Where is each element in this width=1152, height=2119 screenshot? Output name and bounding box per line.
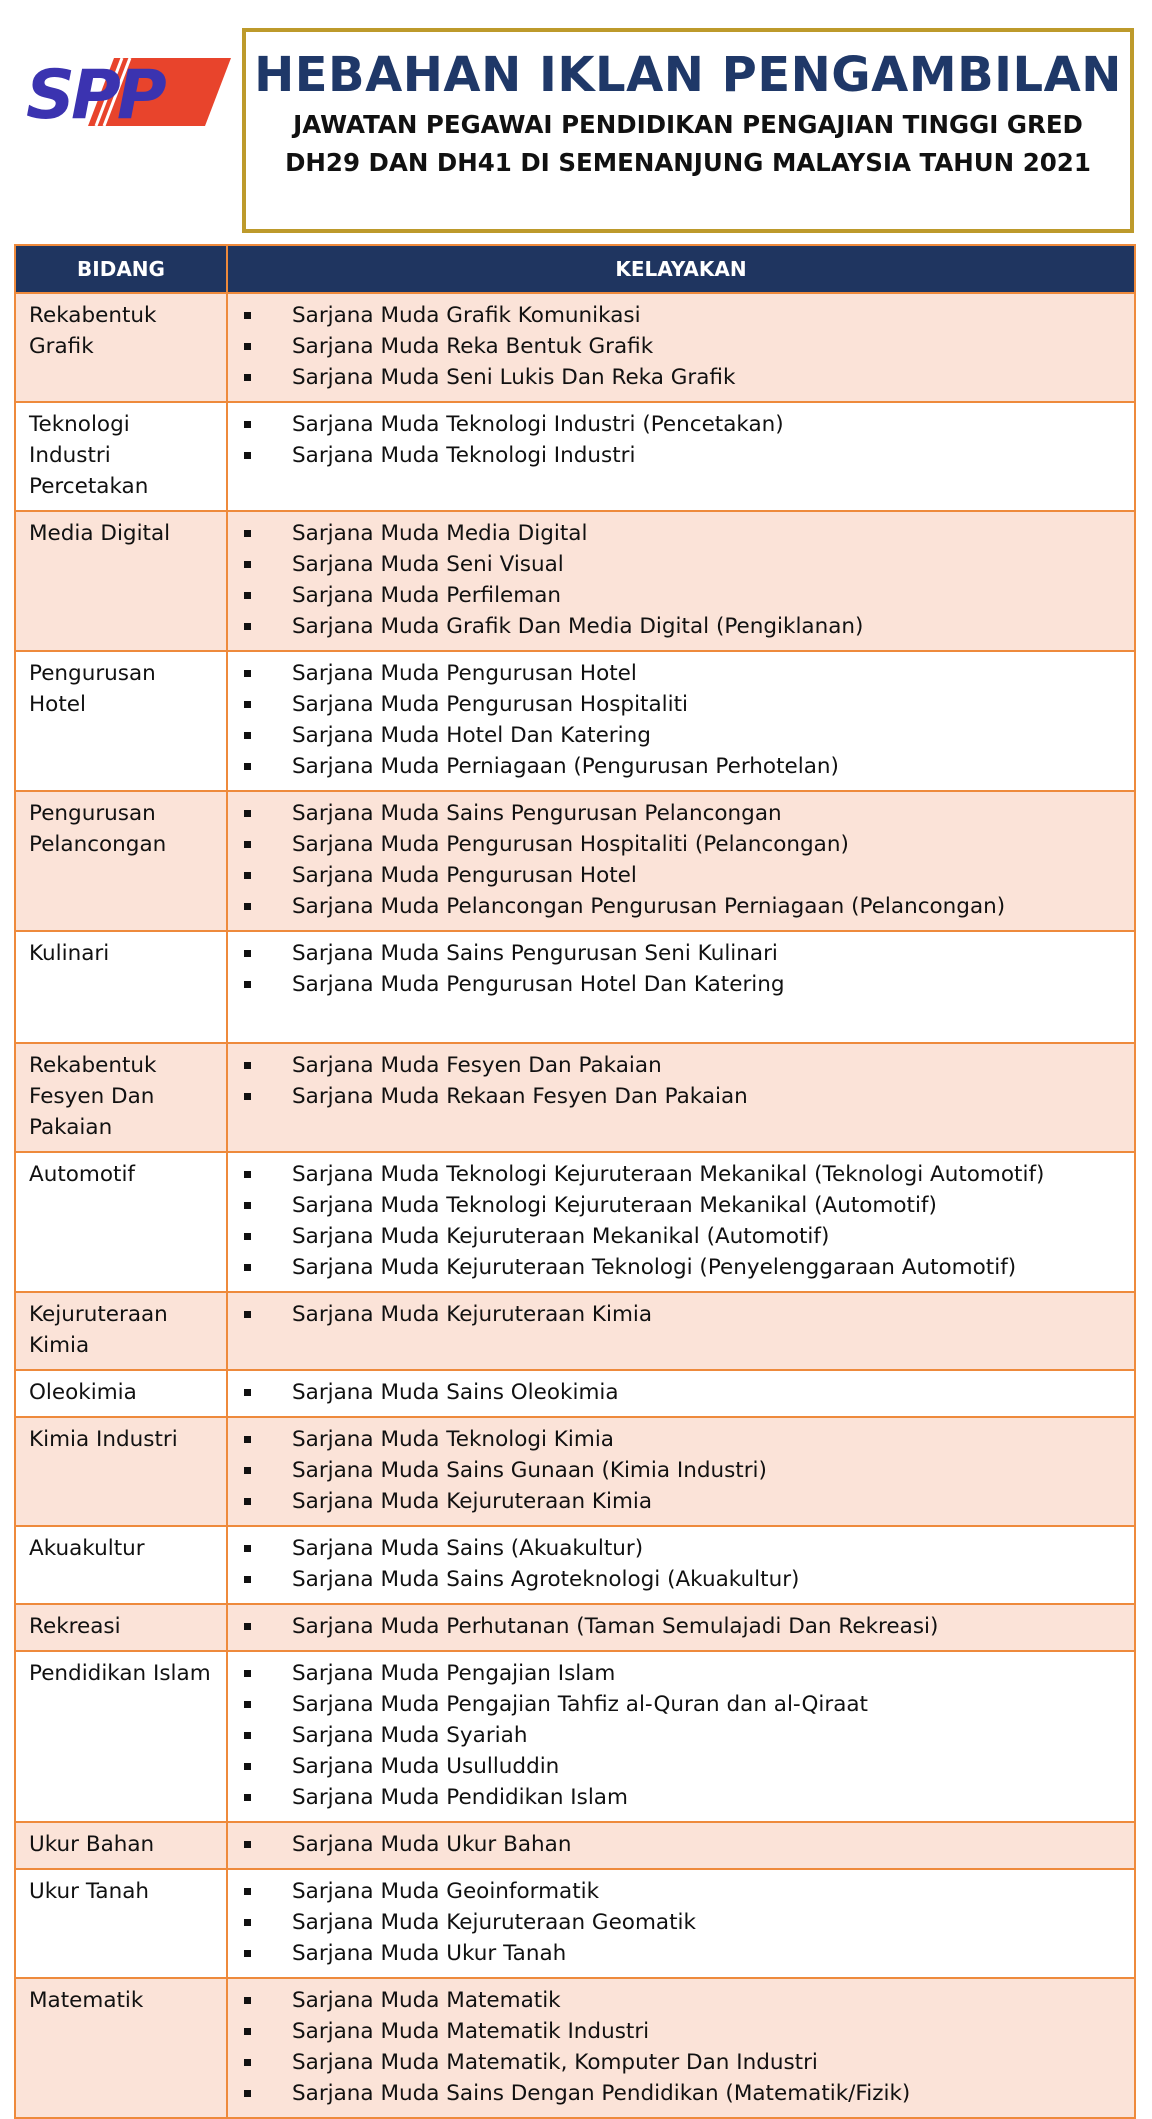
kelayakan-list (241, 1876, 1122, 1969)
bidang-cell: Rekabentuk Grafik (15, 293, 227, 402)
list-item: Sarjana Muda Kejuruteraan Kimia (241, 1486, 1122, 1517)
kelayakan-cell (227, 402, 1135, 511)
spp-logo (26, 56, 231, 128)
qualification-table (14, 244, 1136, 2119)
kelayakan-cell (227, 1152, 1135, 1292)
list-item: Sarjana Muda Syariah (241, 1720, 1122, 1751)
column-header-kelayakan: KELAYAKAN (227, 245, 1135, 293)
list-item: Sarjana Muda Sains Pengurusan Pelancongan (241, 798, 1122, 829)
kelayakan-cell (227, 931, 1135, 1043)
bidang-cell: Kimia Industri (15, 1417, 227, 1526)
page-subtitle: JAWATAN PEGAWAI PENDIDIKAN PENGAJIAN TINGGI GRED DH29 DAN DH41 DI SEMENANJUNG MALAYSIA TAHUN 2021 (285, 110, 1091, 177)
table-row (15, 1869, 1135, 1978)
list-item: Sarjana Muda Grafik Dan Media Digital (Pengiklanan) (241, 611, 1122, 642)
list-item: Sarjana Muda Grafik Komunikasi (241, 300, 1122, 331)
kelayakan-list (241, 1050, 1122, 1112)
kelayakan-cell (227, 1370, 1135, 1417)
list-item: Sarjana Muda Perhutanan (Taman Semulajadi Dan Rekreasi) (241, 1611, 1122, 1642)
list-item: Sarjana Muda Ukur Tanah (241, 1938, 1122, 1969)
kelayakan-cell (227, 1651, 1135, 1822)
title-box (242, 28, 1134, 233)
list-item: Sarjana Muda Pendidikan Islam (241, 1782, 1122, 1813)
kelayakan-list (241, 1424, 1122, 1517)
list-item: Sarjana Muda Matematik, Komputer Dan Industri (241, 2047, 1122, 2078)
table-row (15, 1152, 1135, 1292)
bidang-cell: Akuakultur (15, 1526, 227, 1604)
table-row (15, 931, 1135, 1043)
list-item: Sarjana Muda Media Digital (241, 518, 1122, 549)
list-item: Sarjana Muda Seni Visual (241, 549, 1122, 580)
list-item: Sarjana Muda Teknologi Kejuruteraan Mekanikal (Automotif) (241, 1190, 1122, 1221)
bidang-cell: Matematik (15, 1978, 227, 2118)
table-row (15, 1370, 1135, 1417)
list-item: Sarjana Muda Pelancongan Pengurusan Perniagaan (Pelancongan) (241, 891, 1122, 922)
bidang-cell: Oleokimia (15, 1370, 227, 1417)
kelayakan-list (241, 409, 1122, 471)
bidang-cell: Rekreasi (15, 1604, 227, 1651)
bidang-cell: Media Digital (15, 511, 227, 651)
list-item: Sarjana Muda Pengurusan Hospitaliti (Pelancongan) (241, 829, 1122, 860)
bidang-cell: Automotif (15, 1152, 227, 1292)
bidang-cell: Teknologi Industri Percetakan (15, 402, 227, 511)
list-item: Sarjana Muda Fesyen Dan Pakaian (241, 1050, 1122, 1081)
list-item: Sarjana Muda Sains Agroteknologi (Akuakultur) (241, 1564, 1122, 1595)
table-row (15, 1822, 1135, 1869)
kelayakan-cell (227, 293, 1135, 402)
kelayakan-cell (227, 651, 1135, 791)
list-item: Sarjana Muda Kejuruteraan Geomatik (241, 1907, 1122, 1938)
kelayakan-cell (227, 511, 1135, 651)
kelayakan-list (241, 798, 1122, 922)
table-row (15, 1651, 1135, 1822)
list-item: Sarjana Muda Ukur Bahan (241, 1829, 1122, 1860)
list-item: Sarjana Muda Perfileman (241, 580, 1122, 611)
kelayakan-cell (227, 1822, 1135, 1869)
kelayakan-list (241, 1299, 1122, 1330)
kelayakan-cell (227, 1417, 1135, 1526)
list-item: Sarjana Muda Teknologi Industri (Pencetakan) (241, 409, 1122, 440)
kelayakan-list (241, 518, 1122, 642)
table-row (15, 511, 1135, 651)
list-item: Sarjana Muda Sains Dengan Pendidikan (Matematik/Fizik) (241, 2078, 1122, 2109)
bidang-cell: Pengurusan Pelancongan (15, 791, 227, 931)
kelayakan-cell (227, 1978, 1135, 2118)
table-row (15, 1292, 1135, 1370)
kelayakan-list (241, 658, 1122, 782)
kelayakan-list (241, 1658, 1122, 1813)
table-body (15, 293, 1135, 2118)
kelayakan-cell (227, 1043, 1135, 1152)
list-item: Sarjana Muda Sains (Akuakultur) (241, 1533, 1122, 1564)
bidang-cell: Pengurusan Hotel (15, 651, 227, 791)
list-item: Sarjana Muda Reka Bentuk Grafik (241, 331, 1122, 362)
table-row (15, 1604, 1135, 1651)
list-item: Sarjana Muda Pengurusan Hotel (241, 658, 1122, 689)
kelayakan-cell (227, 1869, 1135, 1978)
list-item: Sarjana Muda Kejuruteraan Mekanikal (Automotif) (241, 1221, 1122, 1252)
list-item: Sarjana Muda Sains Oleokimia (241, 1377, 1122, 1408)
list-item: Sarjana Muda Kejuruteraan Teknologi (Penyelenggaraan Automotif) (241, 1252, 1122, 1283)
list-item: Sarjana Muda Pengurusan Hotel Dan Katering (241, 969, 1122, 1000)
list-item: Sarjana Muda Usulluddin (241, 1751, 1122, 1782)
kelayakan-cell (227, 791, 1135, 931)
kelayakan-list (241, 1159, 1122, 1283)
table-row (15, 402, 1135, 511)
table-row (15, 293, 1135, 402)
list-item: Sarjana Muda Pengajian Islam (241, 1658, 1122, 1689)
column-header-bidang: BIDANG (15, 245, 227, 293)
kelayakan-list (241, 1611, 1122, 1642)
list-item: Sarjana Muda Seni Lukis Dan Reka Grafik (241, 362, 1122, 393)
list-item: Sarjana Muda Kejuruteraan Kimia (241, 1299, 1122, 1330)
kelayakan-list (241, 1533, 1122, 1595)
page-title: HEBAHAN IKLAN PENGAMBILAN (254, 47, 1122, 103)
bidang-cell: Kulinari (15, 931, 227, 1043)
table-row (15, 1978, 1135, 2118)
table-row (15, 1526, 1135, 1604)
list-item: Sarjana Muda Perniagaan (Pengurusan Perhotelan) (241, 751, 1122, 782)
kelayakan-cell (227, 1526, 1135, 1604)
list-item: Sarjana Muda Teknologi Industri (241, 440, 1122, 471)
list-item: Sarjana Muda Sains Pengurusan Seni Kulinari (241, 938, 1122, 969)
list-item: Sarjana Muda Matematik Industri (241, 2016, 1122, 2047)
kelayakan-cell (227, 1604, 1135, 1651)
bidang-cell: Pendidikan Islam (15, 1651, 227, 1822)
kelayakan-list (241, 1377, 1122, 1408)
logo-text: SPP (26, 56, 163, 128)
table-row (15, 791, 1135, 931)
list-item: Sarjana Muda Teknologi Kimia (241, 1424, 1122, 1455)
bidang-cell: Kejuruteraan Kimia (15, 1292, 227, 1370)
list-item: Sarjana Muda Geoinformatik (241, 1876, 1122, 1907)
kelayakan-list (241, 1829, 1122, 1860)
bidang-cell: Ukur Tanah (15, 1869, 227, 1978)
bidang-cell: Rekabentuk Fesyen Dan Pakaian (15, 1043, 227, 1152)
list-item: Sarjana Muda Teknologi Kejuruteraan Mekanikal (Teknologi Automotif) (241, 1159, 1122, 1190)
table-header-row (15, 245, 1135, 293)
list-item: Sarjana Muda Rekaan Fesyen Dan Pakaian (241, 1081, 1122, 1112)
kelayakan-list (241, 938, 1122, 1000)
list-item: Sarjana Muda Pengurusan Hospitaliti (241, 689, 1122, 720)
table-row (15, 651, 1135, 791)
kelayakan-list (241, 1985, 1122, 2109)
table-row (15, 1043, 1135, 1152)
list-item: Sarjana Muda Hotel Dan Katering (241, 720, 1122, 751)
list-item: Sarjana Muda Matematik (241, 1985, 1122, 2016)
list-item: Sarjana Muda Pengurusan Hotel (241, 860, 1122, 891)
kelayakan-cell (227, 1292, 1135, 1370)
bidang-cell: Ukur Bahan (15, 1822, 227, 1869)
table-row (15, 1417, 1135, 1526)
kelayakan-list (241, 300, 1122, 393)
list-item: Sarjana Muda Pengajian Tahfiz al-Quran dan al-Qiraat (241, 1689, 1122, 1720)
list-item: Sarjana Muda Sains Gunaan (Kimia Industri) (241, 1455, 1122, 1486)
